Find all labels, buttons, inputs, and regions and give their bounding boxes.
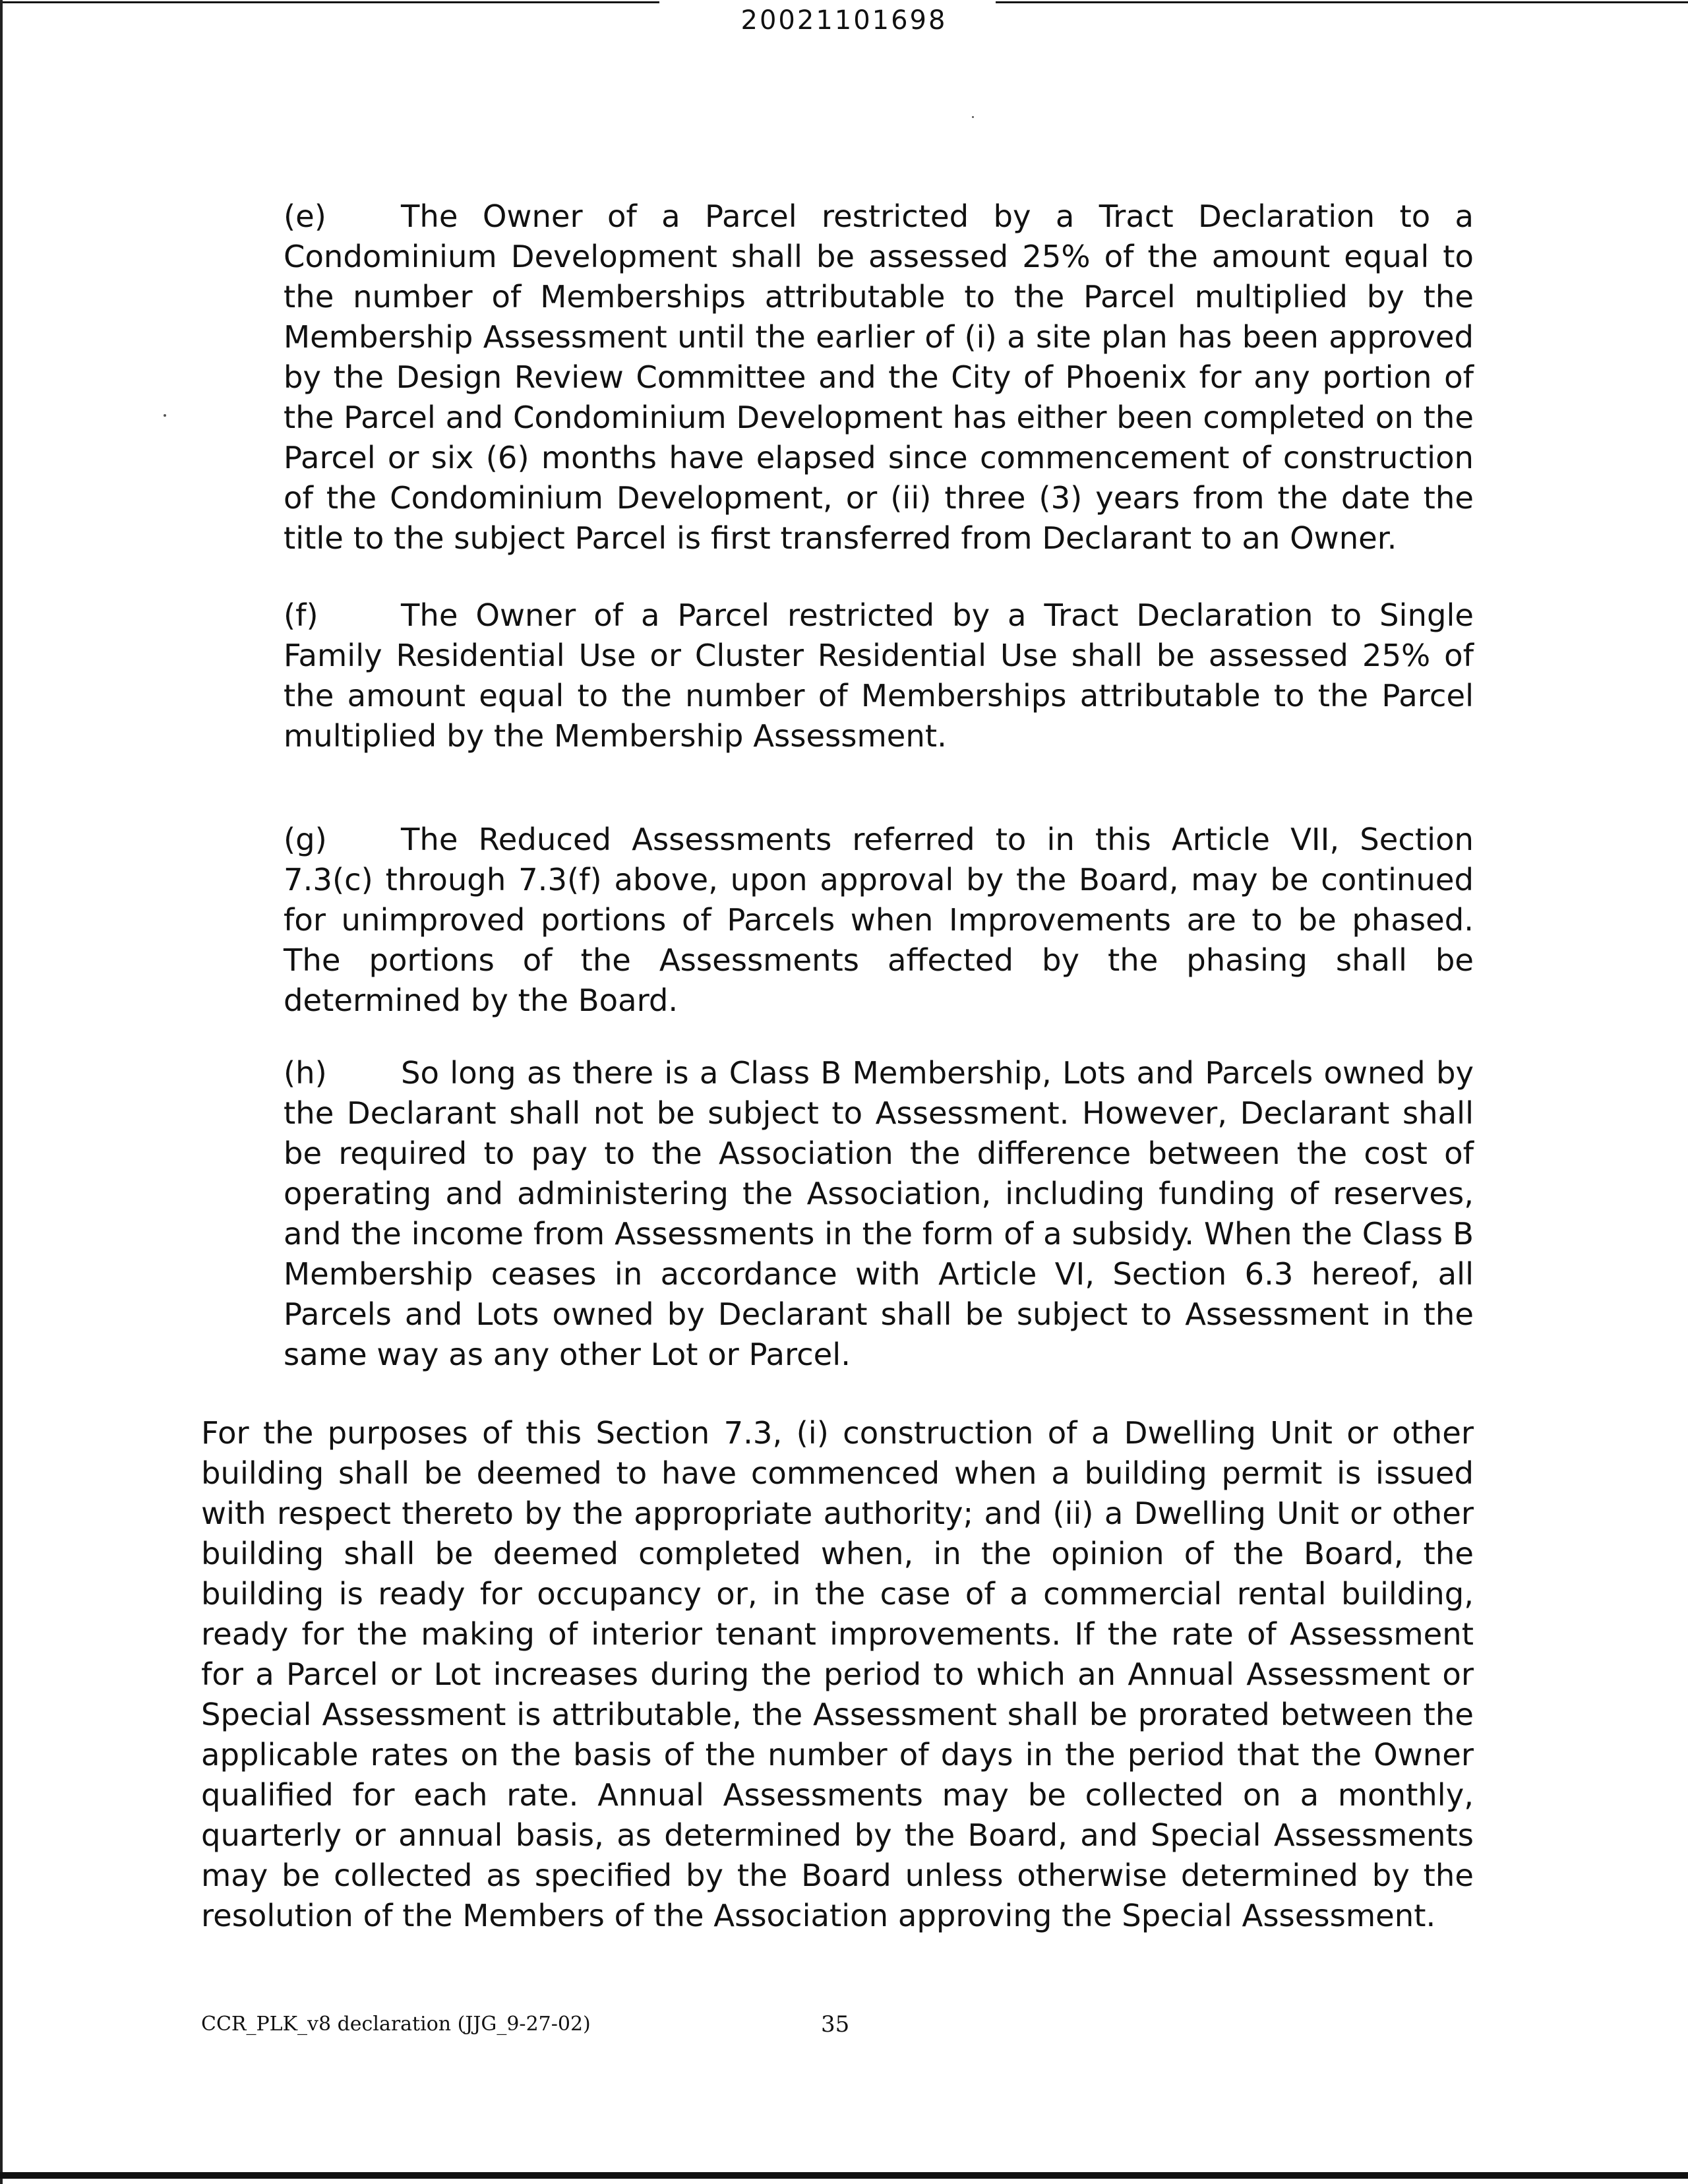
scan-border-left	[0, 0, 3, 2184]
paragraph-h	[284, 1053, 1474, 1375]
paragraph-g	[284, 820, 1474, 1021]
scan-border-top-left	[0, 1, 659, 3]
paragraph-text: The Owner of a Parcel restricted by a Tract Declaration to Single Family Residential Use or Cluster Residential Use shall be assessed 25% of the amount equal to the number of Memberships attributable to the Parcel multiplied by the Membership Assessment.	[284, 597, 1474, 754]
paragraph-text: The Reduced Assessments referred to in this Article VII, Section 7.3(c) through 7.3(f) above, upon approval by the Board, may be continued for unimproved portions of Parcels when Improvements are to be phased. The portions of the Assessments affected by the phasing shall be determined by the Board.	[284, 822, 1474, 1018]
paragraph-label: (f)	[284, 597, 318, 633]
paragraph-label: (g)	[284, 822, 327, 857]
recording-number: 20021101698	[740, 5, 948, 36]
paragraph-f	[284, 595, 1474, 756]
paragraph-e	[284, 197, 1474, 559]
footer-page-number: 35	[821, 2011, 850, 2038]
scan-border-bottom	[0, 2172, 1688, 2179]
scan-speck	[164, 414, 166, 417]
scan-speck	[972, 116, 974, 118]
closing-paragraph: For the purposes of this Section 7.3, (i) construction of a Dwelling Unit or other building shall be deemed to have commenced when a building permit is issued with respect thereto by the appropriate authority; and (ii) a Dwelling Unit or other building shall be deemed completed when, in the opinion of the Board, the building is ready for occupancy or, in the case of a commercial rental building, ready for the making of interior tenant improvements. If the rate of Assessment for a Parcel or Lot increases during the period to which an Annual Assessment or Special Assessment is attributable, the Assessment shall be prorated between the applicable rates on the basis of the number of days in the period that the Owner qualified for each rate. Annual Assessments may be collected on a monthly, quarterly or annual basis, as determined by the Board, and Special Assessments may be collected as specified by the Board unless otherwise determined by the resolution of the Members of the Association approving the Special Assessment.	[201, 1415, 1474, 1933]
scan-border-top-right	[996, 1, 1688, 3]
paragraph-label: (e)	[284, 198, 326, 234]
paragraph-text: So long as there is a Class B Membership, Lots and Parcels owned by the Declarant shall not be subject to Assessment. However, Declarant shall be required to pay to the Association the difference between the cost of operating and administering the Association, including funding of reserves, and the income from Assessments in the form of a subsidy. When the Class B Membership ceases in accordance with Article VI, Section 6.3 hereof, all Parcels and Lots owned by Declarant shall be subject to Assessment in the same way as any other Lot or Parcel.	[284, 1055, 1474, 1372]
footer-file-reference: CCR_PLK_v8 declaration (JJG_9-27-02)	[201, 2013, 591, 2036]
paragraph-label: (h)	[284, 1055, 327, 1091]
paragraph-text: The Owner of a Parcel restricted by a Tract Declaration to a Condominium Development shall be assessed 25% of the amount equal to the number of Memberships attributable to the Parcel multiplied by the Membership Assessment until the earlier of (i) a site plan has been approved by the Design Review Committee and the City of Phoenix for any portion of the Parcel and Condominium Development has either been completed on the Parcel or six (6) months have elapsed since commencement of construction of the Condominium Development, or (ii) three (3) years from the date the title to the subject Parcel is first transferred from Declarant to an Owner.	[284, 198, 1474, 556]
